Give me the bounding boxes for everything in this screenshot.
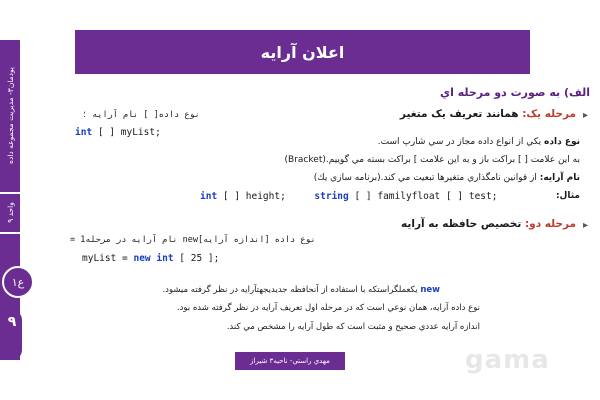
- sidebar-unit-text: واحد ٩: [5, 202, 15, 223]
- code-text: [ ] height;: [217, 191, 286, 202]
- code-text: [ 25 ];: [173, 253, 220, 264]
- code-keyword: new: [420, 285, 440, 295]
- paragraph-bracket: به اين علامت [ ] براكت باز و به اين علامت ] براكت بسته مي گوييم.(Bracket): [284, 155, 580, 165]
- step2-declaration-syntax: نوع داده [اندازه آرایه]new نام آرایه در مرحله1 =: [70, 235, 316, 245]
- paragraph-size-note: اندازه آرايه عددي صحيح و مثبت است كه طول آرايه را مشخص مي كند.: [226, 322, 480, 332]
- step2-heading: [401, 218, 576, 230]
- sidebar-chapter-text: پودمان٣- مديريت مجموعه داده: [5, 66, 15, 164]
- code-keyword: new: [133, 253, 151, 264]
- code-keyword: string: [314, 191, 349, 202]
- footer-author: مهدي راستي- ناحيه٣ شيراز: [235, 352, 345, 370]
- paragraph-data-type: [378, 137, 580, 147]
- paragraph-new-operator: [162, 285, 440, 295]
- page-title: اعلان آرایه: [75, 30, 530, 74]
- step1-title: همانند تعریف یک متغیر: [399, 108, 523, 120]
- paragraph-data-type-note: نوع داده آرايه، همان نوعي است كه در مرحله اول تعريف آرايه در نظر گرفته شده بود.: [176, 303, 480, 313]
- paragraph-text: يكعملگراستكه با استفاده از آنحافظه جديديجهتآرايه در نظر گرفته ميشود.: [162, 285, 421, 295]
- section-heading: الف) به صورت دو مرحله اي: [440, 86, 590, 99]
- step1-declaration-syntax: نوع داده[ ] نام آرایه ؛: [82, 110, 200, 120]
- code-keyword: int: [156, 253, 174, 264]
- sidebar-divider: [0, 232, 20, 234]
- code-keyword: int: [75, 127, 93, 138]
- paragraph-text: يكي از انواع داده مجاز در سي شارپ است.: [377, 137, 545, 147]
- code-keyword: int: [200, 191, 218, 202]
- chapter-badge: ع١: [2, 266, 34, 298]
- code-text: [ ] familyfloat [ ] test;: [348, 191, 498, 202]
- code-text: [ ] myList;: [92, 127, 161, 138]
- bullet-icon: ▸: [582, 110, 588, 121]
- term: نوع داده: [544, 137, 580, 147]
- sidebar-chapter-label: [0, 40, 20, 190]
- main-content: [60, 80, 590, 350]
- step1-label: مرحله یک:: [522, 108, 576, 120]
- term: نام آرايه:: [539, 173, 580, 183]
- step2-label: مرحله دو:: [524, 218, 576, 230]
- step1-heading: [400, 108, 576, 120]
- step1-declaration-code: [75, 127, 161, 138]
- bullet-icon: ▸: [582, 220, 588, 231]
- watermark-logo: gama: [465, 345, 550, 375]
- example-label: [556, 191, 580, 201]
- step2-title: تخصيص حافظه به آرايه: [401, 218, 525, 230]
- paragraph-array-name: [314, 173, 580, 183]
- term: مثال:: [555, 191, 580, 201]
- code-text: myList =: [82, 253, 134, 264]
- step2-declaration-code: [82, 253, 219, 264]
- sidebar-unit-label: [0, 195, 20, 230]
- sidebar-divider: [0, 192, 20, 194]
- paragraph-text: از قوانين نامگذاري متغيرها تبعيت مي كند.(برنامه سازي يك): [313, 173, 540, 183]
- page-number: ٩: [2, 310, 22, 360]
- example-code: [200, 191, 497, 202]
